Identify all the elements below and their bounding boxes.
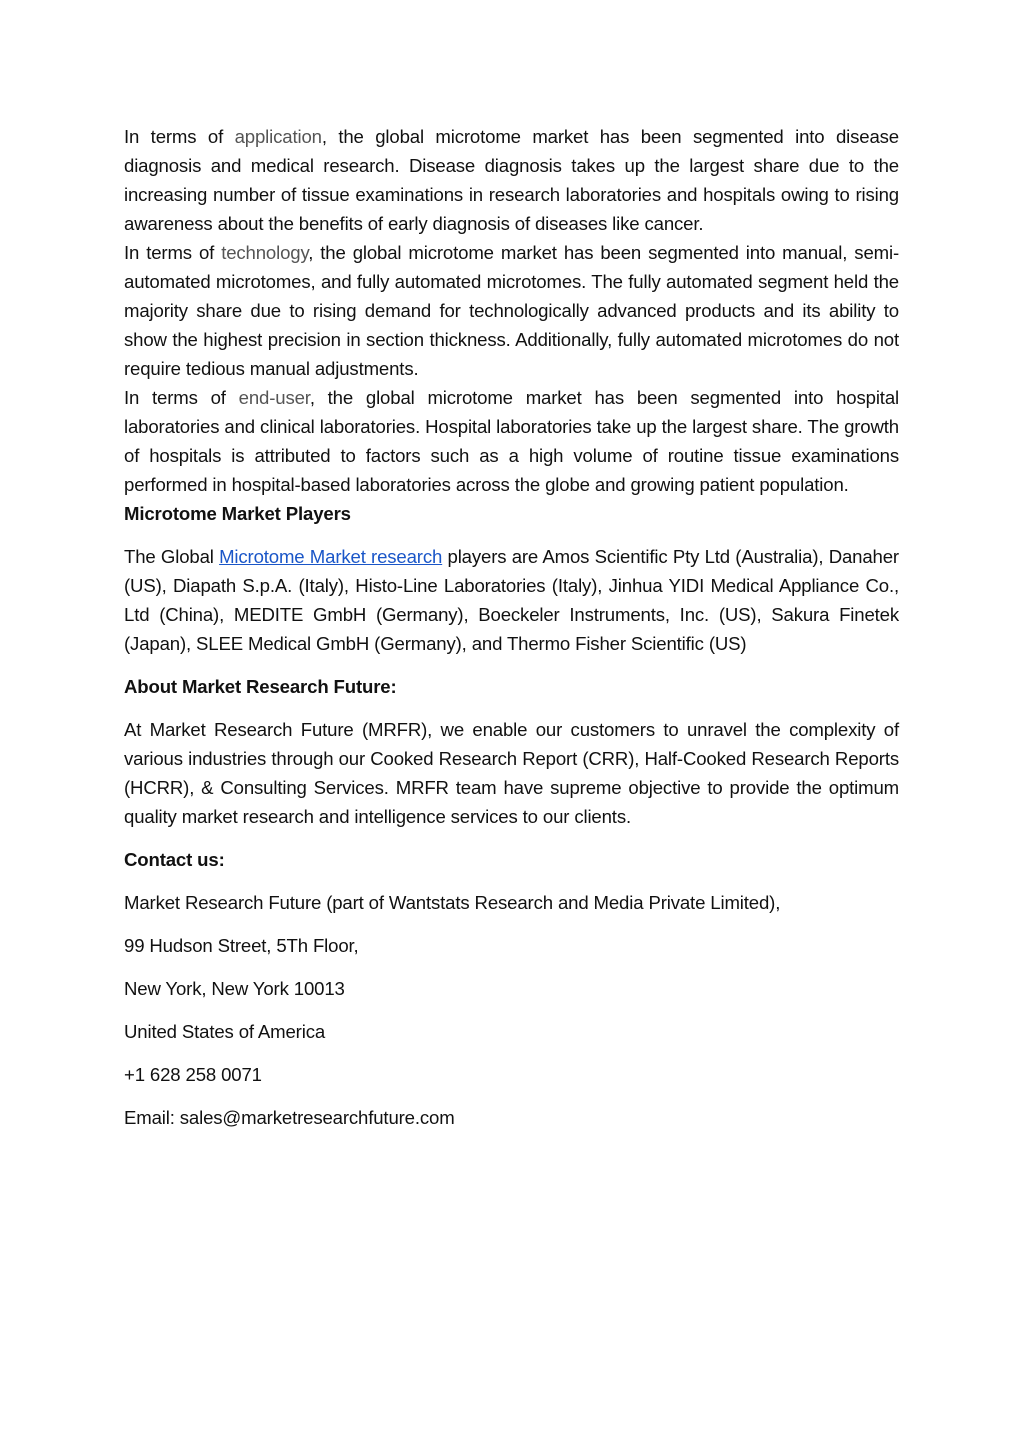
about-heading: About Market Research Future: (124, 676, 397, 697)
contact-street: 99 Hudson Street, 5Th Floor, (124, 935, 359, 956)
paragraph-players (124, 542, 899, 658)
paragraph-body: , the global microtome market has been segmented into disease diagnosis and medical research. Disease diagnosis takes up the largest share due to the increasing number of tissue examinations in research laboratories and hospitals owing to rising awareness about the benefits of early diagnosis of diseases like cancer. (124, 126, 899, 234)
term-technology: technology (221, 242, 309, 263)
paragraph-application (124, 122, 899, 238)
paragraph-body: , the global microtome market has been segmented into hospital laboratories and clinical laboratories. Hospital laboratories take up the largest share. The growth of hospitals is attributed to factors such as a high volume of routine tissue examinations performed in hospital-based laboratories across the globe and growing patient population. (124, 387, 899, 495)
paragraph-prefix: In terms of (124, 126, 235, 147)
paragraph-prefix: The Global (124, 546, 220, 567)
paragraph-technology (124, 238, 899, 383)
paragraph-about: At Market Research Future (MRFR), we enable our customers to unravel the complexity of various industries through our Cooked Research Report (CRR), Half-Cooked Research Reports (HCRR), & Consulting Services. MRFR team have supreme objective to provide the optimum quality market research and intelligence services to our clients. (124, 719, 899, 827)
microtome-market-research-link[interactable]: Microtome Market research (219, 546, 443, 567)
contact-city: New York, New York 10013 (124, 978, 345, 999)
contact-company: Market Research Future (part of Wantstats Research and Media Private Limited), (124, 892, 781, 913)
contact-email: Email: sales@marketresearchfuture.com (124, 1107, 455, 1128)
paragraph-body: players are Amos Scientific Pty Ltd (Australia), Danaher (US), Diapath S.p.A. (Italy), Histo-Line Laboratories (Italy), Jinhua YIDI Medical Appliance Co., Ltd (China), MEDITE GmbH (Germany), Boeckeler Instruments, Inc. (US), Sakura Finetek (Japan), SLEE Medical GmbH (Germany), and Thermo Fisher Scientific (US) (124, 546, 899, 654)
players-heading: Microtome Market Players (124, 503, 351, 524)
contact-phone: +1 628 258 0071 (124, 1064, 262, 1085)
paragraph-prefix: In terms of (124, 387, 239, 408)
paragraph-end-user (124, 383, 899, 499)
contact-country: United States of America (124, 1021, 326, 1042)
contact-heading: Contact us: (124, 849, 225, 870)
paragraph-prefix: In terms of (124, 242, 222, 263)
document-page (124, 122, 899, 1132)
term-application: application (234, 126, 322, 147)
term-end-user: end-user (238, 387, 310, 408)
paragraph-body: , the global microtome market has been segmented into manual, semi-automated microtomes, and fully automated microtomes. The fully automated segment held the majority share due to rising demand for technologically advanced products and its ability to show the highest precision in section thickness. Additionally, fully automated microtomes do not require tedious manual adjustments. (124, 242, 899, 379)
